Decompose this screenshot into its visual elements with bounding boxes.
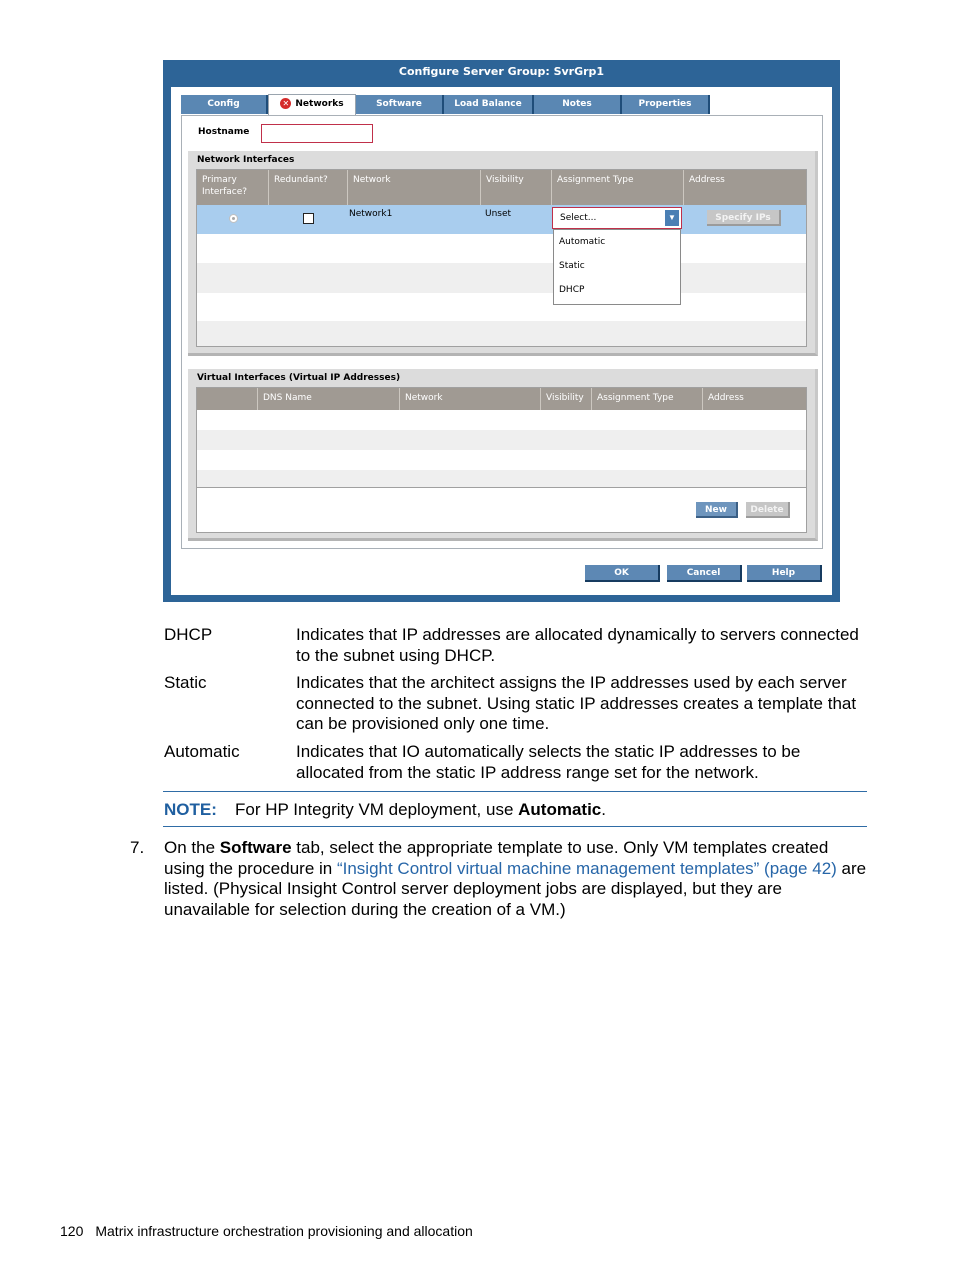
grid-header: [197, 170, 806, 205]
definition-term: Automatic: [164, 742, 240, 761]
new-button[interactable]: New: [696, 502, 738, 518]
note-label: NOTE:: [164, 800, 217, 819]
dialog-body: [171, 87, 832, 595]
specify-ips-button[interactable]: Specify IPs: [707, 210, 781, 226]
template-reference-link[interactable]: “Insight Control virtual machine management templates” (page 42): [336, 858, 837, 878]
network-interfaces-grid: [196, 169, 807, 347]
table-row[interactable]: [197, 205, 806, 234]
col-redundant: Redundant?: [268, 170, 347, 205]
virtual-interfaces-group: [188, 369, 818, 541]
step-number: 7.: [130, 838, 145, 857]
note-text: [235, 800, 606, 821]
note-text-before: For HP Integrity VM deployment, use: [235, 800, 519, 819]
chevron-down-icon[interactable]: ▼: [665, 210, 679, 226]
table-row: [197, 450, 806, 470]
col-visibility: Visibility: [480, 170, 551, 205]
delete-button[interactable]: Delete: [746, 502, 790, 518]
table-row: [197, 263, 806, 293]
tab-software[interactable]: Software: [356, 95, 444, 114]
error-icon: ✕: [280, 98, 291, 109]
table-row: [197, 410, 806, 430]
cancel-button[interactable]: Cancel: [667, 565, 742, 582]
footer-title: Matrix infrastructure orchestration provisioning and allocation: [95, 1223, 473, 1239]
page-footer: [60, 1223, 473, 1239]
redundant-checkbox[interactable]: [303, 213, 314, 224]
definition-desc: Indicates that IO automatically selects the static IP addresses to be allocated from the static IP address range set for the network.: [296, 742, 801, 782]
page-number: 120: [60, 1223, 84, 1239]
grid-divider: [197, 487, 806, 488]
col-address: Address: [702, 388, 808, 410]
note-bottom-rule: [163, 826, 867, 827]
table-row: [197, 234, 806, 263]
table-row: [197, 293, 806, 321]
ok-button[interactable]: OK: [585, 565, 660, 582]
network-interfaces-group: [188, 151, 818, 356]
hostname-input[interactable]: [261, 124, 373, 143]
primary-radio-icon[interactable]: [229, 214, 238, 223]
step-part2: tab, select the appropriate template to use. Only VM templates created using the procedure in: [164, 838, 829, 878]
option-automatic[interactable]: Automatic: [559, 237, 606, 247]
table-row: [197, 430, 806, 450]
step-text: [164, 838, 872, 920]
col-primary-interface: Primary Interface?: [202, 175, 248, 197]
assignment-type-select[interactable]: [552, 207, 682, 229]
configure-server-group-dialog: [163, 60, 840, 602]
tab-load-balance[interactable]: Load Balance: [444, 95, 534, 114]
grid-header: [197, 388, 806, 410]
networks-panel: [181, 115, 823, 549]
dialog-title: Configure Server Group: SvrGrp1: [398, 65, 605, 78]
table-row: [197, 321, 806, 346]
col-network: Network: [399, 388, 540, 410]
hostname-label: Hostname: [198, 127, 250, 137]
definition-term: DHCP: [164, 625, 213, 644]
select-value: Select...: [560, 213, 597, 223]
col-visibility: Visibility: [540, 388, 591, 410]
help-button[interactable]: Help: [747, 565, 822, 582]
col-assignment-type: Assignment Type: [591, 388, 702, 410]
col-address: Address: [683, 170, 808, 205]
step-bold: Software: [219, 838, 292, 857]
col-dns-name: DNS Name: [257, 388, 399, 410]
table-row: [197, 470, 806, 487]
assignment-type-options: [553, 229, 681, 305]
step-part3: are listed. (Physical Insight Control server deployment jobs are displayed, but they are unavailable for selection during the creation of a VM.): [164, 858, 867, 919]
col-assignment-type: Assignment Type: [551, 170, 683, 205]
col-network: Network: [347, 170, 480, 205]
definition-term: Static: [164, 673, 207, 692]
option-static[interactable]: Static: [559, 261, 585, 271]
option-dhcp[interactable]: DHCP: [559, 285, 585, 295]
tab-config[interactable]: Config: [181, 95, 268, 114]
note-top-rule: [163, 791, 867, 792]
tab-networks[interactable]: [268, 94, 356, 115]
definition-desc: Indicates that the architect assigns the IP addresses used by each server connected to the subnet. Using static IP addresses creates a template that can be provisioned only one time.: [296, 673, 857, 733]
step-part1: On the: [164, 838, 220, 857]
visibility-value: Unset: [485, 209, 512, 219]
definition-desc: Indicates that IP addresses are allocated dynamically to servers connected to the subnet using DHCP.: [296, 625, 859, 665]
note-text-bold: Automatic: [518, 800, 602, 819]
virtual-interfaces-title: Virtual Interfaces (Virtual IP Addresses): [197, 373, 401, 383]
virtual-interfaces-grid: [196, 387, 807, 533]
tab-networks-label: Networks: [295, 99, 344, 109]
col-blank: [197, 388, 257, 410]
network-value: Network1: [349, 209, 393, 219]
tab-notes[interactable]: Notes: [534, 95, 622, 114]
network-interfaces-title: Network Interfaces: [197, 155, 295, 165]
note-text-after: .: [601, 800, 606, 819]
tab-properties[interactable]: Properties: [622, 95, 710, 114]
